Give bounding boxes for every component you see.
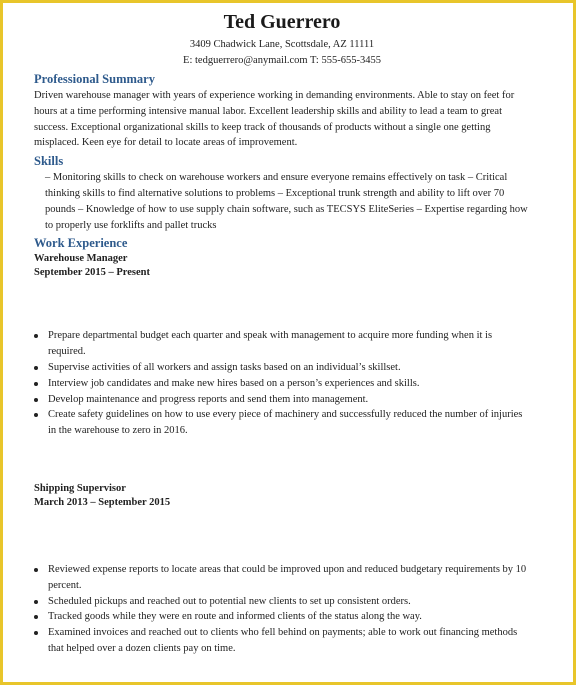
candidate-name: Ted Guerrero	[223, 11, 341, 33]
resume-document	[34, 10, 530, 657]
list-item: Create safety guidelines on how to use every piece of machinery and successfully reduced the number of injuries in the warehouse to zero in 2016.	[34, 407, 530, 439]
bullet-icon	[34, 568, 38, 572]
experience-heading: Work Experience	[34, 236, 128, 251]
job-title: Warehouse Manager	[34, 253, 128, 265]
list-item: Reviewed expense reports to locate areas that could be improved upon and reduced budgetary requirements by 10 percent.	[34, 562, 530, 594]
bullet-icon	[34, 366, 38, 370]
job-dates: September 2015 – Present	[34, 267, 150, 279]
bullet-icon	[34, 615, 38, 619]
summary-heading: Professional Summary	[34, 72, 155, 86]
address-line: 3409 Chadwick Lane, Scottsdale, AZ 11111	[189, 39, 375, 50]
list-item: Supervise activities of all workers and assign tasks based on an individual’s skillset.	[34, 360, 530, 376]
bullet-icon	[34, 631, 38, 635]
summary-text: Driven warehouse manager with years of experience working in demanding environments. Able to stay on feet for hours at a time performing intensive manual labor. Excellent leadership skills and ability to lead a team to great success. Exceptional organizational skills to keep track of thousands of products without a single one getting misplaced. Keen eye for detail to locate areas of improvement.	[34, 90, 515, 149]
list-item: Develop maintenance and progress reports and send them into management.	[34, 392, 530, 408]
job-bullet-list	[34, 562, 530, 657]
bullet-icon	[34, 398, 38, 402]
job-bullet-list	[34, 328, 530, 439]
bullet-icon	[34, 413, 38, 417]
list-item: Scheduled pickups and reached out to potential new clients to set up consistent orders.	[34, 594, 530, 610]
list-item: Tracked goods while they were en route and informed clients of the status along the way.	[34, 609, 530, 625]
skills-heading: Skills	[34, 154, 64, 169]
bullet-icon	[34, 334, 38, 338]
list-item: Interview job candidates and make new hires based on a person’s experiences and skills.	[34, 376, 530, 392]
bullet-icon	[34, 382, 38, 386]
job-dates: March 2013 – September 2015	[34, 496, 171, 508]
job-title: Shipping Supervisor	[34, 482, 126, 494]
contact-line: E: tedguerrero@anymail.com T: 555-655-3455	[183, 55, 381, 66]
bullet-icon	[34, 600, 38, 604]
list-item: Examined invoices and reached out to clients who fell behind on payments; able to work out financing methods that helped over a dozen clients pay on time.	[34, 625, 530, 657]
skills-text: – Monitoring skills to check on warehouse workers and ensure everyone remains effectively on task – Critical thinking skills to find alternative solutions to problems – Exceptional trunk strength and ability to lift over 70 pounds – Knowledge of how to use supply chain software, such as TECSYS EliteSeries – Expertise regarding how to properly use forklifts and pallet trucks	[45, 172, 528, 231]
list-item: Prepare departmental budget each quarter and speak with management to acquire more funding when it is required.	[34, 328, 530, 360]
